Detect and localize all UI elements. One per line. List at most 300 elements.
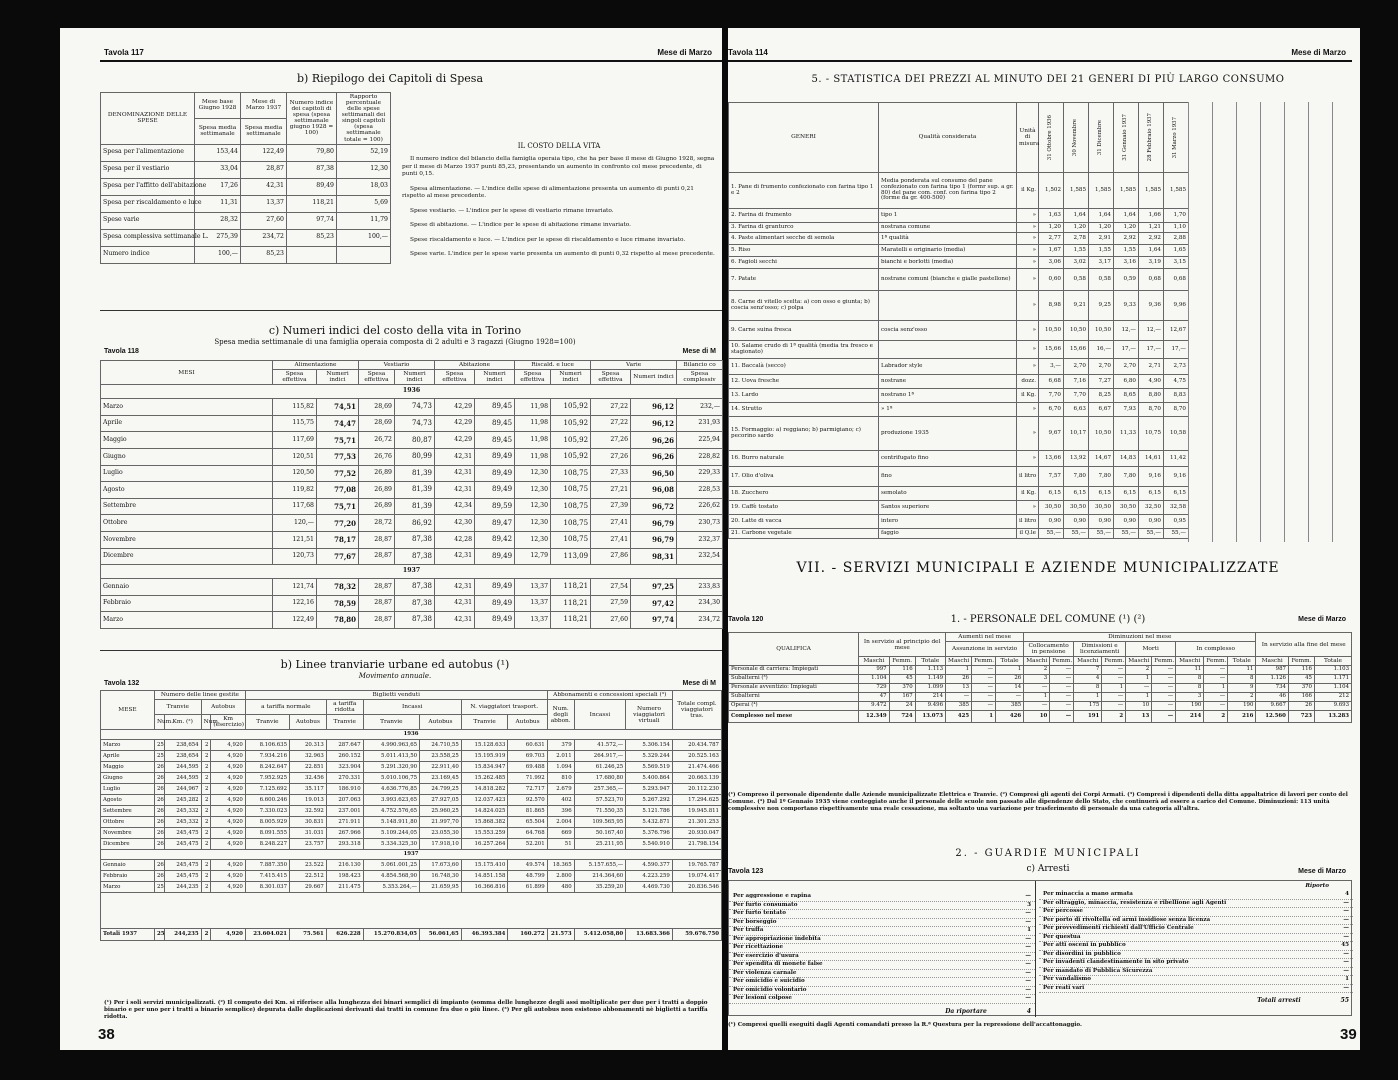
cell: 5.353.264,— [363,882,419,893]
indici-row [101,415,723,432]
col-aumenti: Aumenti nel mese [946,633,1024,642]
col-linee-gestite: Numero delle linee gestite [154,691,245,700]
linee-row [101,773,722,784]
col-tn-autobus: Autobus [290,715,327,730]
cell: — [972,702,996,711]
cell: 5.010.106,75 [363,773,419,784]
cell: 6. Fagioli secchi [729,257,879,269]
riporto-label: Riporto [1305,883,1329,889]
cell: 997 [859,666,889,675]
cell: 42,31 [435,595,475,612]
spacer-cell [101,893,722,929]
cell: 0,68 [1164,269,1189,291]
cell: 14.824.025 [461,806,508,817]
year-label: 1936 [101,385,723,399]
arresto-value: — [1025,961,1031,967]
cell: 1,65 [1164,245,1189,257]
personale-note: (¹) Compreso il personale dipendente dalle Aziende municipalizzate Elettrica e Tranvie. (²) Compresi gli agenti dei Corpi Armati. (³) Compresi i dipendenti della ditta appaltatrice di lavori per conto del Comune. (⁴) Dal 1º Gennaio 1935 viene conteggiato anche il personale delle scuole non passato alle dipendenze dello Stato, che continuerà ad essere a carico del Comune. Diminuzioni: 113 unità complessive non comportano rispettivamente una reale cessazione, ma soltanto una variazione per trasferimento di personale da una categoria all'altra. [728,792,1348,812]
cell: 20.836.546 [672,882,721,893]
cell: 18,03 [337,178,391,195]
cell: 27,41 [591,515,631,532]
cell: 17.294.625 [672,795,721,806]
arresto-label: Per mandato di Pubblica Sicurezza [1043,967,1153,974]
cell: 77,52 [317,465,359,482]
cell: 1,585 [1089,173,1114,209]
cell: 28,69 [359,399,395,416]
arresto-label: Per minaccia a mano armata [1043,891,1133,897]
cell: il Q.le [1017,529,1039,539]
cell: 4,920 [211,773,245,784]
cell: tipo 1 [879,209,1017,223]
prezzi-row [729,359,1189,375]
cell: 12. Uova fresche [729,375,879,389]
cell: 42,29 [435,399,475,416]
cell: 29.667 [290,882,327,893]
cell: 89,49 [475,449,515,466]
cell: 122,16 [273,595,317,612]
cell: Dicembre [101,839,155,850]
arresto-value: — [1025,995,1031,1001]
cell: 8,83 [1164,389,1189,403]
cell: 100,— [337,229,391,246]
cell: 8 [1176,684,1204,693]
cell: 734 [1256,684,1289,693]
cell: 25.211,95 [574,839,626,850]
cell: 19.945.811 [672,806,721,817]
cell: 20.663.139 [672,773,721,784]
cell: 9,16 [1164,467,1189,487]
cell: 100,— [195,246,241,263]
cell: fino [879,467,1017,487]
cell: 17,— [1114,341,1139,359]
cell: 4,920 [211,751,245,762]
cell: 97,74 [287,212,337,229]
arresto-item [729,902,1035,911]
prezzi-row [729,173,1189,209]
prezzi-row [729,529,1189,539]
cell: 1.104 [1314,684,1351,693]
cell: 64.768 [508,828,547,839]
cell: 385 [995,702,1023,711]
cell: 71.992 [508,773,547,784]
costo-vita-paragraph: Spese di abitazione. — L'indice per le spese di abitazione rimane invariato. [410,222,631,229]
cell: 2 [201,795,211,806]
indici-row [101,548,723,565]
cell: 121,74 [273,579,317,596]
cell: » [1017,291,1039,321]
col-sub-t: Totale [1228,657,1256,666]
cell: 4.854.568,90 [363,871,419,882]
arresto-label: Per omicidio e suicidio [733,978,805,984]
guardie-tavola-right: Mese di Marzo [1298,868,1346,875]
cell: 1 [1074,693,1102,702]
cell: 13.073 [915,711,945,723]
cell: 8.106.635 [245,740,289,751]
cell: 245,332 [164,806,201,817]
cell: 257.365,— [574,784,626,795]
cell: 244,595 [164,773,201,784]
cell: 244,235 [164,882,201,893]
cell: — [1152,711,1176,723]
cell: 0,58 [1064,269,1089,291]
cell: 5.400.864 [626,773,673,784]
cell: 4,920 [211,795,245,806]
cell: 1,21 [1139,223,1164,233]
prezzi-row [729,487,1189,501]
arresto-value: — [1343,925,1349,931]
arresto-item [1039,891,1353,900]
col-vt-tranvie: Tranvie [461,715,508,730]
cell: 8,80 [1139,389,1164,403]
cell: 27,22 [591,399,631,416]
cell: 89,49 [475,482,515,499]
cell: nostrano 1ª [879,389,1017,403]
cell: 5.011.413,50 [363,751,419,762]
cell: 153,44 [195,144,241,161]
prezzi-row [729,245,1189,257]
cell: 11,98 [515,449,551,466]
guardie-right-list [1039,883,1353,1007]
cell: — [1050,684,1074,693]
costo-vita-paragraph: Spesa alimentazione. — L'indice delle spese di alimentazione presenta un aumento di punti 0,21 rispetto al mese precedente. [402,185,694,200]
cell: 5.306.154 [626,740,673,751]
cell: 15.262.485 [461,773,508,784]
cell: » [1017,321,1039,341]
prezzi-table [728,102,1189,539]
cell: 27,21 [591,482,631,499]
cell: 21.301.253 [672,817,721,828]
personale-table [728,632,1352,723]
cell: 12,— [1139,321,1164,341]
cell: 81,39 [395,465,435,482]
col-fine: In servizio alla fine del mese [1256,633,1352,657]
cell: 12.037.423 [461,795,508,806]
cell: 2,70 [1064,359,1089,375]
cell: produzione 1935 [879,417,1017,451]
cell: 12,30 [337,161,391,178]
cell: 61.899 [508,882,547,893]
cell: » 1ª [879,403,1017,417]
cell: 6,68 [1039,375,1064,389]
cell: 27,22 [591,415,631,432]
cell: 228,82 [677,449,723,466]
cell: 25 [154,882,164,893]
col-abbonamenti: Abbonamenti e concessioni speciali (³) [547,691,672,700]
cell: » [1017,501,1039,515]
cell: 30,50 [1114,501,1139,515]
cell: Operai (⁴) [729,702,859,711]
col-biglietti: Biglietti venduti [245,691,547,700]
cell: 3,16 [1114,257,1139,269]
personale-tavola: Tavola 120 [728,616,764,623]
cell: 30.831 [290,817,327,828]
linee-tavola: Tavola 132 [104,680,140,687]
left-header-mese: Mese di Marzo [657,48,712,57]
cell: 4,920 [211,839,245,850]
cell: 85,23 [241,246,287,263]
arresto-item [729,919,1035,928]
cell: 234,72 [241,229,287,246]
arresto-item [1039,917,1353,926]
cell: 10,17 [1064,417,1089,451]
linee-tavola-right: Mese di M [682,680,716,687]
cell: Settembre [101,498,273,515]
cell: 26 [154,784,164,795]
cell: 1.094 [547,762,574,773]
arresto-item [1039,900,1353,909]
col-base-sub: Spesa media settimanale [195,118,241,144]
cell: 6.600.246 [245,795,289,806]
cell: 89,59 [475,498,515,515]
cell: 23.055,30 [420,828,462,839]
cell: 21.798.154 [672,839,721,850]
empty-column-line [1212,102,1213,542]
cell: 18.365 [547,860,574,871]
cell: 13,37 [515,612,551,629]
cell: 3 [1024,675,1050,684]
cell: 26,72 [359,432,395,449]
cell: 2,91 [1089,233,1114,245]
cell: Spesa per il vestiario [101,161,195,178]
cell: 370 [889,684,915,693]
riepilogo-title: b) Riepilogo dei Capitoli di Spesa [296,72,484,85]
cell: 108,75 [551,498,591,515]
cell: 7,93 [1114,403,1139,417]
cell: 244,967 [164,784,201,795]
cell: 2 [201,839,211,850]
cell: 7,57 [1039,467,1064,487]
cell: 0,95 [1164,515,1189,529]
cell: 19. Caffè tostato [729,501,879,515]
costo-vita-paragraph: Spese riscaldamento e luce. — L'indice per le spese di riscaldamento e luce rimane invariato. [410,236,686,243]
cell: 42,29 [435,415,475,432]
empty-column-line [1308,102,1309,542]
cell: 9,21 [1064,291,1089,321]
cell: 14 [995,684,1023,693]
cell: 0,59 [1114,269,1139,291]
cell: 7,70 [1064,389,1089,403]
cell: » [1017,223,1039,233]
cell: 45 [889,675,915,684]
riepilogo-row [101,178,391,195]
cell: 87,38 [395,595,435,612]
group-alimentazione: Alimentazione [273,361,359,370]
cell: 108,75 [551,482,591,499]
cell: 15.834.947 [461,762,508,773]
empty-column-line [1188,102,1189,542]
cell: 118,21 [551,595,591,612]
arresto-value: 45 [1341,942,1349,948]
cell: 1,55 [1064,245,1089,257]
cell: 3,02 [1064,257,1089,269]
cell: 96,12 [631,415,677,432]
col-qualifica: QUALIFICA [729,633,859,666]
cell: 74,73 [395,399,435,416]
linee-total-row [101,929,722,941]
cell: 6,70 [1039,403,1064,417]
arresto-value: — [1025,893,1031,899]
col-unita: Unità di misura [1017,103,1039,173]
cell: 13,37 [515,579,551,596]
cell: 228,53 [677,482,723,499]
cell: 20.434.787 [672,740,721,751]
costo-vita-paragraph: Il numero indice del bilancio della famiglia operaia tipo, che ha per base il mese di Giugno 1928, segna per il mese di Marzo 1937 punti 85,23, presentando un aumento in confronto col mese precedente, di punti 0,15. [402,156,715,178]
cell: 116 [889,666,915,675]
cell: 1,55 [1089,245,1114,257]
cell: 89,47 [475,515,515,532]
cell: » [1017,403,1039,417]
riepilogo-row [101,195,391,212]
arresto-value: — [1025,978,1031,984]
cell: 21.997,70 [420,817,462,828]
cell: Agosto [101,795,155,806]
cell: 4,920 [211,828,245,839]
cell: 35.117 [290,784,327,795]
month-label: 31 Marzo 1937 [1172,116,1179,159]
cell: 23.604.021 [245,929,289,941]
cell: 12,— [1114,321,1139,341]
cell: 1.126 [1256,675,1289,684]
cell: 212 [1314,693,1351,702]
cell: 56.061,65 [420,929,462,941]
cell: 12,67 [1164,321,1189,341]
col-tariffa-normale: a tariffa normale [245,700,326,715]
cell: 21.573 [547,929,574,941]
prezzi-row [729,321,1189,341]
indici-row [101,515,723,532]
col-sub-m: Maschi [946,657,972,666]
col-diminuzioni: Diminuzioni nel mese [1024,633,1256,642]
cell: 42,31 [241,178,287,195]
cell: 17. Olio d'oliva [729,467,879,487]
cell: 2.800 [547,871,574,882]
personale-tavola-right: Mese di Marzo [1298,616,1346,623]
cell: — [972,693,996,702]
arresto-item [1039,908,1353,917]
cell: 77,08 [317,482,359,499]
cell: 2.004 [547,817,574,828]
cell: 9.693 [1314,702,1351,711]
cell: 87,38 [287,161,337,178]
cell: 119,82 [273,482,317,499]
col-sub-m: Maschi [1024,657,1050,666]
arresto-value: — [1343,908,1349,914]
cell [879,341,1017,359]
cell: il Kg. [1017,173,1039,209]
cell: 81.865 [508,806,547,817]
arresto-value: 3 [1027,901,1031,908]
cell: 14,83 [1114,451,1139,467]
cell: 1 [972,711,996,723]
cell: 27,60 [591,612,631,629]
cell: 11. Baccalà (secco) [729,359,879,375]
cell: Aprile [101,415,273,432]
arresto-value: — [1343,959,1349,965]
indici-tavola: Tavola 118 [104,348,139,355]
cell: 232,— [677,399,723,416]
cell: 96,79 [631,531,677,548]
cell: 10,75 [1139,417,1164,451]
cell: 77,67 [317,548,359,565]
year-label: 1936 [101,730,722,740]
cell: 55,— [1064,529,1089,539]
cell: 1ª qualità [879,233,1017,245]
arresto-label: Per reati vari [1043,984,1085,991]
cell: » [1017,269,1039,291]
group-varie: Varie [591,361,677,370]
cell: 46.393.384 [461,929,508,941]
cell: 2 [201,751,211,762]
cell: 6,15 [1114,487,1139,501]
arresto-item [729,995,1035,1004]
cell: 118,21 [551,579,591,596]
cell: 0,90 [1114,515,1139,529]
cell: 77,53 [317,449,359,466]
col-spesa-effettiva: Spesa effettiva [359,370,395,385]
cell: 2 [201,882,211,893]
cell: 216.130 [326,860,363,871]
indici-row [101,531,723,548]
cell: 480 [547,882,574,893]
linee-row [101,828,722,839]
cell: 7 [1074,666,1102,675]
cell: 207.063 [326,795,363,806]
left-page-number: 38 [98,1026,115,1043]
cell: 2,73 [1164,359,1189,375]
prezzi-row [729,257,1189,269]
cell: 16.748,30 [420,871,462,882]
cell: 4,90 [1139,375,1164,389]
cell: 9.472 [859,702,889,711]
cell: 23.169,45 [420,773,462,784]
indici-row [101,432,723,449]
cell: 21.474.466 [672,762,721,773]
cell: 245,475 [164,871,201,882]
cell: 96,12 [631,399,677,416]
cell: 1 [1126,675,1152,684]
col-sub-t: Totale [1314,657,1351,666]
cell: 1.113 [915,666,945,675]
cell: » [1017,417,1039,451]
linee-row [101,882,722,893]
cell: 1.104 [859,675,889,684]
cell: 5.061.001,25 [363,860,419,871]
linee-title: b) Linee tranviarie urbane ed autobus (¹) [280,658,510,671]
col-mese-base: Mese base Giugno 1928 [195,93,241,119]
cell: centrifugato fino [879,451,1017,467]
cell: Febbraio [101,871,155,882]
cell: 7.330.023 [245,806,289,817]
personale-row [729,693,1352,702]
cell: 0,60 [1039,269,1064,291]
cell: 61.246,25 [574,762,626,773]
cell: 42,31 [435,465,475,482]
arresto-item [729,936,1035,945]
cell: nostrane comuni (bianche e gialle pastellone) [879,269,1017,291]
col-marzo-sub: Spesa media settimanale [241,118,287,144]
cell: 87,38 [395,579,435,596]
cell: 87,38 [395,548,435,565]
arresto-item [1039,942,1353,951]
cell: 7,80 [1114,467,1139,487]
prezzi-row [729,403,1189,417]
arresto-value: — [1025,969,1031,976]
cell: 28,32 [195,212,241,229]
cell: 25 [154,740,164,751]
arresto-label: Per invadenti clandestinamente in sito privato [1043,959,1189,965]
arresto-item [729,927,1035,936]
col-num-tranvie: Num. [154,715,164,730]
